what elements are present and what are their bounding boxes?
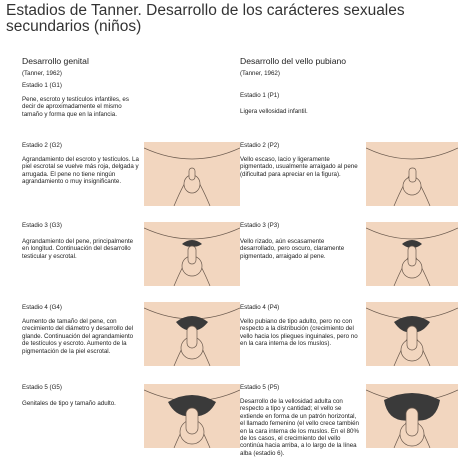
genital-stage-1-desc: Pene, escroto y testículos infantiles, es decir de aproximadamente el mismo tamaño y forma que en la infancia. xyxy=(22,96,129,118)
genital-source: (Tanner, 1962) xyxy=(22,70,62,77)
pubic-stage-3-desc: Vello rizado, aún escasamente desarrollado, pero oscuro, claramente pigmentado, arraigado al pene. xyxy=(240,238,345,260)
genital-stage-4-label: Estadio 4 (G4) xyxy=(22,304,62,311)
genital-stage-3-label: Estadio 3 (G3) xyxy=(22,222,62,229)
genital-stage-1-label: Estadio 1 (G1) xyxy=(22,82,62,89)
page-title: Estadios de Tanner. Desarrollo de los carácteres sexuales secundarios (niños) xyxy=(6,2,405,35)
genital-stage-5-label: Estadio 5 (G5) xyxy=(22,384,62,391)
pubic-stage-2-desc: Vello escaso, lacio y ligeramente pigmentado, usualmente arraigado al pene (dificultad para apreciar en la figura). xyxy=(240,156,358,178)
genital-stage-2-label: Estadio 2 (G2) xyxy=(22,142,62,149)
pubic-heading: Desarrollo del vello pubiano xyxy=(240,56,347,66)
genital-stage-5-illustration xyxy=(144,384,240,448)
pubic-source: (Tanner, 1962) xyxy=(240,70,280,77)
pubic-stage-3-illustration xyxy=(366,222,458,286)
pubic-stage-4-label: Estadio 4 (P4) xyxy=(240,304,280,311)
genital-stage-3-desc: Agrandamiento del pene, principalmente en longitud. Continuación del desarrollo testicular y escrotal. xyxy=(22,238,134,260)
pubic-stage-5-illustration xyxy=(366,384,458,448)
pubic-stage-4-illustration xyxy=(366,302,458,366)
pubic-stage-1-label: Estadio 1 (P1) xyxy=(240,92,280,99)
pubic-stage-5-desc: Desarrollo de la vellosidad adulta con respecto a tipo y cantidad; el vello se extiende en forma de un patrón horizontal, el llamado femenino (el vello crece también en la cara interna de los muslos. En el 80% de los casos, el crecimiento del vello continúa hacia arriba, a lo largo de la línea alba (estadio 6). xyxy=(240,398,360,457)
genital-stage-4-desc: Aumento de tamaño del pene, con crecimiento del diámetro y desarrollo del glande. Continuación del agrandamiento de testículos y escroto. Aumento de la pigmentación de la piel escrotal. xyxy=(22,318,134,355)
genital-stage-2-desc: Agrandamiento del escroto y testículos. La piel escrotal se vuelve más roja, delgada y arrugada. El pene no tiene ningún agrandamiento o muy insignificante. xyxy=(22,156,139,186)
pubic-stage-1-desc: Ligera vellosidad infantil. xyxy=(240,108,308,115)
genital-heading: Desarrollo genital xyxy=(22,56,89,66)
genital-stage-4-illustration xyxy=(144,302,240,366)
pubic-stage-4-desc: Vello pubiano de tipo adulto, pero no con respecto a la distribución (crecimiento del vello hacia los pliegues inguinales, pero no en la cara interna de los muslos). xyxy=(240,318,358,348)
pubic-stage-3-label: Estadio 3 (P3) xyxy=(240,222,280,229)
genital-stage-5-desc: Genitales de tipo y tamaño adulto. xyxy=(22,400,116,407)
genital-stage-3-illustration xyxy=(144,222,240,286)
pubic-stage-2-label: Estadio 2 (P2) xyxy=(240,142,280,149)
pubic-stage-5-label: Estadio 5 (P5) xyxy=(240,384,280,391)
genital-stage-2-illustration xyxy=(144,142,240,206)
pubic-stage-2-illustration xyxy=(366,142,458,206)
